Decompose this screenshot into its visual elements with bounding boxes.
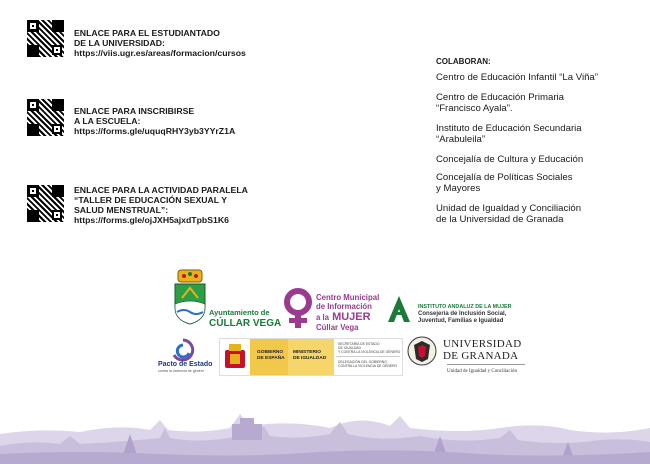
link-block-workshop [74,185,248,225]
collaborators-title: COLABORAN: [436,57,491,66]
collaborator-item: Unidad de Igualdad y Conciliación de la Universidad de Granada [436,203,582,225]
ugr-coat-of-arms-icon [406,335,438,367]
pacto-de-estado-logo-icon [168,337,198,363]
spain-coat-of-arms-icon [223,342,247,372]
workshop-url[interactable]: https://forms.gle/ojJXH5ajxdTpbS1K6 [74,215,229,225]
woman-symbol-icon [282,288,314,330]
qr-code-registration[interactable] [27,99,64,136]
decorative-skyline [0,384,650,464]
cullar-vega-coat-of-arms-icon [172,268,208,326]
link-line: ENLACE PARA LA ACTIVIDAD PARALELA [74,185,248,195]
instituto-mujer-logo-text: INSTITUTO ANDALUZ DE LA MUJER Consejería de Inclusión Social, Juventud, Familias e Igualdad [418,304,512,325]
link-block-students [74,28,246,58]
ugr-divider [447,364,525,365]
link-line: DE LA UNIVERSIDAD: [74,38,165,48]
collaborator-item: Centro de Educación Infantil “La Viña” [436,72,598,83]
centro-mujer-logo-text: Centro Municipal de Información a la MUJER Cúllar Vega [316,293,380,332]
link-line: SALUD MENSTRUAL”: [74,205,169,215]
qr-code-workshop[interactable] [27,185,64,222]
link-line: “TALLER DE EDUCACIÓN SEXUAL Y [74,195,228,205]
collaborator-item: Centro de Educación Primaria “Francisco Ayala”. [436,92,564,114]
link-line: ENLACE PARA EL ESTUDIANTADO [74,28,220,38]
ugr-unit-text: Unidad de Igualdad y Conciliación [447,369,517,374]
students-url[interactable]: https://viis.ugr.es/areas/formacion/cursos [74,48,246,58]
collaborator-item: Concejalía de Políticas Sociales y Mayores [436,172,573,194]
link-line: ENLACE PARA INSCRIBIRSE [74,106,195,116]
ayuntamiento-logo-text: Ayuntamiento de CÚLLAR VEGA [209,308,282,329]
pacto-de-estado-logo-text: Pacto de Estado contra la violencia de género [158,361,213,373]
ugr-logo-text: UNIVERSIDAD DE GRANADA [443,338,522,362]
link-line: A LA ESCUELA: [74,116,141,126]
collaborator-item: Instituto de Educación Secundaria “Arabuleila” [436,123,582,145]
junta-andalucia-logo-icon [384,294,414,324]
collaborator-item: Concejalía de Cultura y Educación [436,154,584,165]
registration-url[interactable]: https://forms.gle/uquqRHY3yb3YYrZ1A [74,126,236,136]
qr-code-students[interactable] [27,20,64,57]
link-block-registration [74,106,235,136]
gobierno-ministerio-banner: GOBIERNO DE ESPAÑA MINISTERIO DE IGUALDAD SECRETARÍA DE ESTADO DE IGUALDAD Y CONTRA LA VIOLENCIA DE GÉNERO DELEGACIÓN DEL GOBIERNO CONTRA LA VIOLENCIA DE GÉNERO [219,338,403,376]
